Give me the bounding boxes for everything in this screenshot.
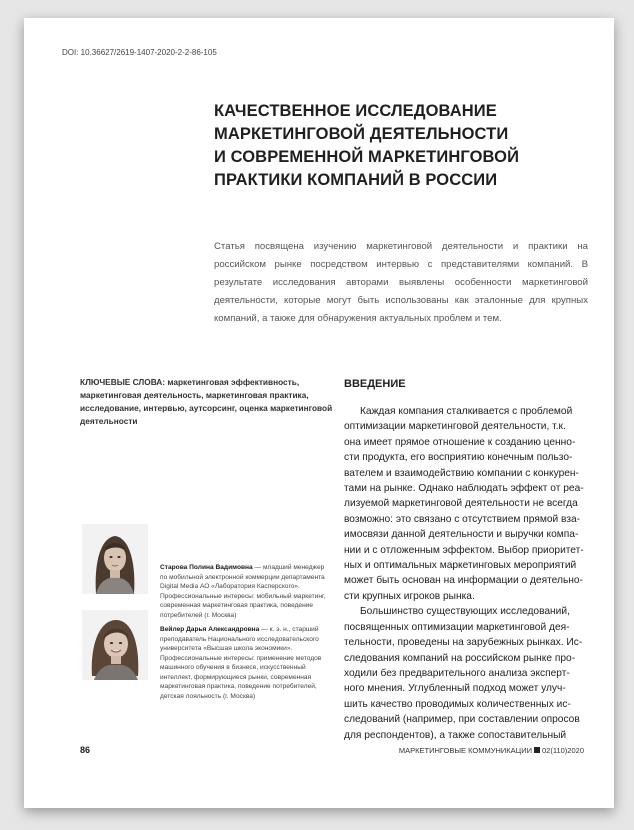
body-line: возможно: это связано с отсутствием прямой вза- — [344, 513, 581, 525]
body-line: вателем и взаимодействию компании с конкурен- — [344, 467, 579, 479]
body-line: нии и с отложенным эффектом. Выбор приоритет- — [344, 544, 584, 556]
body-line: лизуемой маркетинговой деятельности не всегда — [344, 498, 578, 510]
body-line: тами на рынке. Однако наблюдать эффект от реа- — [344, 483, 584, 495]
body-line: для респондентов), а также сопоставительный — [344, 729, 567, 741]
body-line: посвященных оптимизации маркетинговой дея- — [344, 621, 570, 633]
author-description: — к. э. н., старший преподаватель Национального исследовательского университета «Высшая школа экономики». Профессиональные интересы: применение методов машинного обучения в бизнесе, искусственный интеллект, формирующиеся рынки, современная маркетинговая практика, поведение потребителей, детская лояльность (г. Москва) — [160, 626, 322, 700]
body-line: тельности, проведены на зарубежных рынках. Ис- — [344, 637, 583, 649]
keywords: КЛЮЧЕВЫЕ СЛОВА: маркетинговая эффективность, маркетинговая деятельность, маркетинговая практика, исследование, интервью, аутсорсинг, оценка маркетинговой деятельности — [80, 377, 333, 426]
square-separator-icon — [534, 747, 540, 753]
body-line: Большинство существующих исследований, — [360, 606, 570, 618]
title-line: КАЧЕСТВЕННОЕ ИССЛЕДОВАНИЕ — [214, 102, 497, 120]
section-heading: ВВЕДЕНИЕ — [344, 378, 406, 390]
body-line: оптимизации маркетинговой деятельности, т.к. — [344, 421, 566, 433]
author-bio — [160, 563, 330, 620]
body-line: имосвязи данной деятельности и выручки компа- — [344, 529, 579, 541]
journal-page — [24, 18, 614, 808]
author-name: Старова Полина Вадимовна — [160, 564, 253, 571]
body-line: может быть основан на информации о деятельно- — [344, 575, 583, 587]
author-bio — [160, 625, 330, 701]
page-number: 86 — [80, 745, 91, 755]
body-line: ходили без предварительного анализа эксперт- — [344, 667, 570, 679]
body-line: шить качество проводимых количественных ис- — [344, 698, 571, 710]
body-line: следования компаний на российском рынке про- — [344, 652, 576, 664]
journal-issue: 02(110)2020 — [542, 746, 584, 755]
title-line: МАРКЕТИНГОВОЙ ДЕЯТЕЛЬНОСТИ — [214, 125, 509, 143]
doi: DOI: 10.36627/2619-1407-2020-2-2-86-105 — [62, 48, 217, 57]
article-title — [214, 100, 594, 192]
journal-name: МАРКЕТИНГОВЫЕ КОММУНИКАЦИИ — [398, 746, 533, 755]
body-line: ных и оптимальных маркетинговых мероприятий — [344, 560, 577, 572]
author-photo — [82, 610, 148, 680]
author-description: — младший менеджер по мобильной электронной коммерции департамента Digital Media АО «Лаборатория Касперского». Профессиональные интересы: мобильный маркетинг, современная маркетинговая практика, поведение потребителей (г. Москва) — [160, 564, 326, 619]
title-line: И СОВРЕМЕННОЙ МАРКЕТИНГОВОЙ — [214, 148, 520, 166]
body-line: Каждая компания сталкивается с проблемой — [360, 406, 573, 417]
body-line: сти крупных игроков рынка. — [344, 590, 475, 602]
journal-footer — [399, 746, 584, 755]
author-name: Вейлер Дарья Александровна — [160, 626, 260, 633]
body-line: она имеет прямое отношение к созданию ценно- — [344, 436, 576, 448]
body-line: сти продукта, его восприятию конечным пользо- — [344, 452, 573, 464]
body-line: ного мнения. Углубленный подход может улуч- — [344, 683, 566, 695]
body-line: следований (например, при составлении опросов — [344, 714, 580, 726]
title-line: ПРАКТИКИ КОМПАНИЙ В РОССИИ — [214, 171, 498, 189]
body-text — [344, 404, 590, 743]
abstract: Статья посвящена изучению маркетинговой деятельности и практики на российском рынке посредством интервью с представителями компаний. В результате исследования авторами выявлены особенности маркетинговой деятельности, которые могут быть использованы как эталонные для крупных компаний, а также для обнаружения актуальных проблем и тем. — [214, 241, 588, 324]
author-photo — [82, 524, 148, 594]
